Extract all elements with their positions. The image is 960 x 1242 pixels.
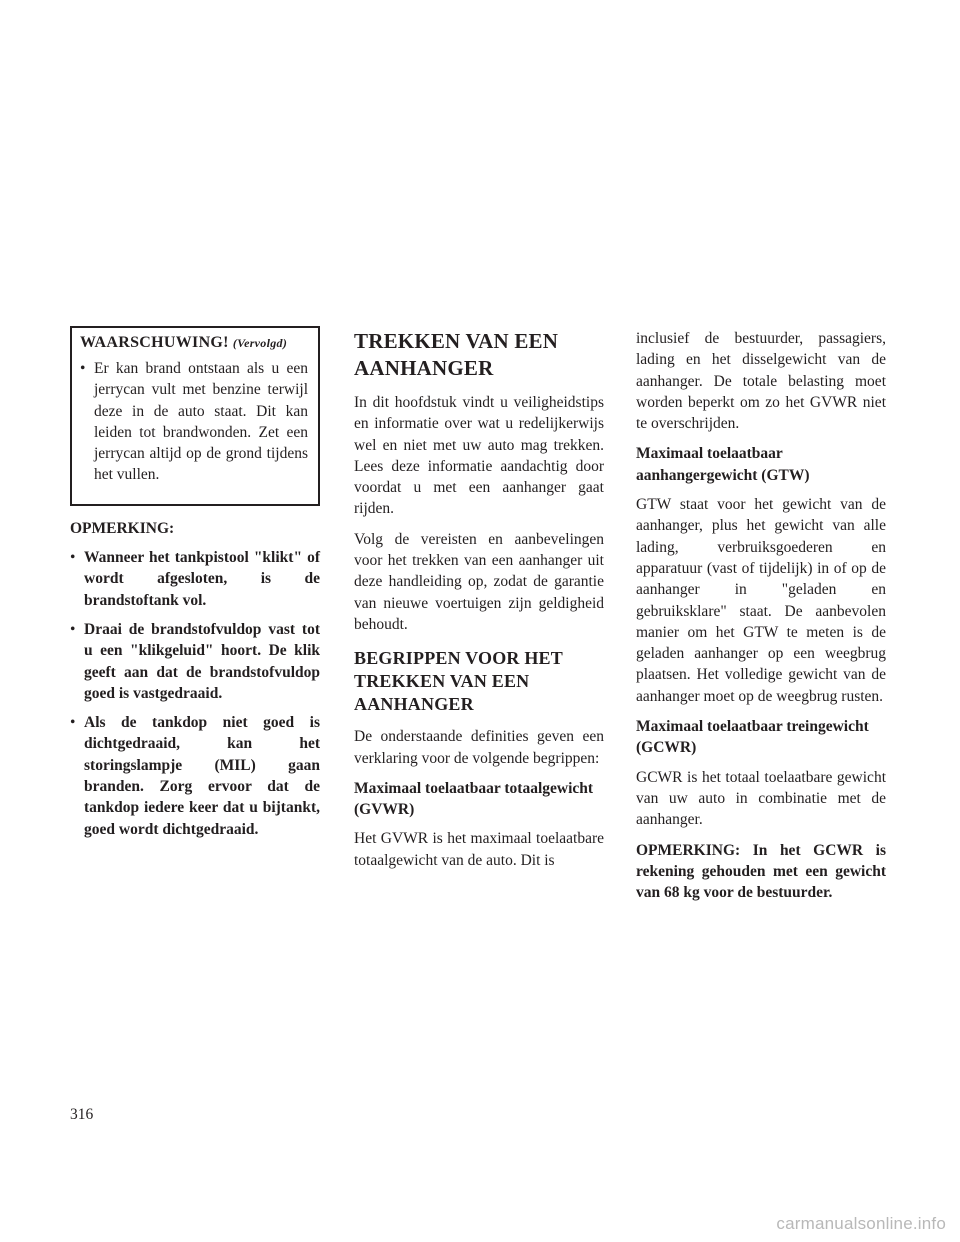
warning-title: WAARSCHUWING!	[80, 334, 229, 351]
bullet-icon: •	[70, 714, 76, 732]
subsection-title: BEGRIPPEN VOOR HET TREKKEN VAN EEN AANHANGER	[354, 648, 563, 715]
note-item-text: Draai de brandstofvuldop vast tot u een "klikgeluid" hoort. De klik geeft aan dat de brandstofvuldop goed is vastgedraaid.	[84, 620, 320, 702]
gcwr-heading: Maximaal toelaatbaar treingewicht (GCWR)	[636, 718, 869, 757]
gtw-text: GTW staat voor het gewicht van de aanhanger, plus het gewicht van alle lading, verbruiksgoederen en apparatuur (vast of tijdelijk) in of op de aanhanger in "geladen en gebruiksklare" staat. De aanbevolen manier om het GTW te meten is de geladen aanhanger op een weegbrug plaatsen. Het volledige gewicht van de aanhanger moet op de weegbrug rusten.	[636, 496, 886, 705]
section-paragraph: Volg de vereisten en aanbevelingen voor het trekken van een aanhanger uit deze handleiding op, zodat de garantie van nieuwe voertuigen zijn geldigheid behoudt.	[354, 530, 604, 633]
subsection-intro: De onderstaande definities geven een verklaring voor de volgende begrippen:	[354, 728, 604, 767]
page-number: 316	[70, 1106, 94, 1123]
gcwr-note: OPMERKING: In het GCWR is rekening gehouden met een gewicht van 68 kg voor de bestuurder.	[636, 841, 886, 902]
bullet-icon: •	[70, 549, 76, 567]
warning-bullet	[80, 358, 308, 486]
note-item	[70, 619, 320, 704]
warning-box	[70, 326, 320, 506]
gcwr-text: GCWR is het totaal toelaatbare gewicht van uw auto in combinatie met de aanhanger.	[636, 768, 886, 829]
gtw-heading: Maximaal toelaatbaar aanhangergewicht (GTW)	[636, 445, 810, 484]
left-column	[70, 326, 320, 848]
bullet-icon: •	[70, 620, 76, 638]
gvwr-text: Het GVWR is het maximaal toelaatbare totaalgewicht van de auto. Dit is	[354, 830, 604, 869]
warning-bullet-text: Er kan brand ontstaan als u een jerrycan vult met benzine terwijl deze in de auto staat. Dit kan leiden tot brandwonden. Zet een jerrycan altijd op de grond tijdens het vullen.	[94, 360, 308, 484]
note-item	[70, 547, 320, 611]
watermark: carmanualsonline.info	[776, 1214, 946, 1233]
warning-header	[80, 334, 308, 352]
note-item	[70, 712, 320, 840]
middle-column	[354, 326, 604, 880]
note-label: OPMERKING:	[70, 519, 175, 537]
warning-continued: (Vervolgd)	[232, 336, 288, 350]
note-item-text: Als de tankdop niet goed is dichtgedraaid, kan het storingslampje (MIL) gaan branden. Zorg ervoor dat de tankdop iedere keer dat u bijtankt, goed wordt dichtgedraaid.	[84, 714, 320, 838]
bullet-icon: •	[80, 360, 86, 377]
gvwr-heading: Maximaal toelaatbaar totaalgewicht (GVWR)	[354, 779, 594, 819]
section-paragraph: In dit hoofdstuk vindt u veiligheidstips en informatie over wat u redelijkerwijs wel en niet met uw auto mag trekken. Lees deze informatie aandachtig door voordat u met een aanhanger gaat rijden.	[354, 394, 604, 518]
note-item-text: Wanneer het tankpistool "klikt" of wordt afgesloten, is de brandstoftank vol.	[84, 549, 320, 609]
section-title: TREKKEN VAN EEN AANHANGER	[354, 329, 559, 380]
right-column	[636, 328, 886, 912]
gvwr-text-continued: inclusief de bestuurder, passagiers, lading en het disselgewicht van de aanhanger. De totale belasting moet worden beperkt om zo het GVWR niet te overschrijden.	[636, 330, 886, 433]
